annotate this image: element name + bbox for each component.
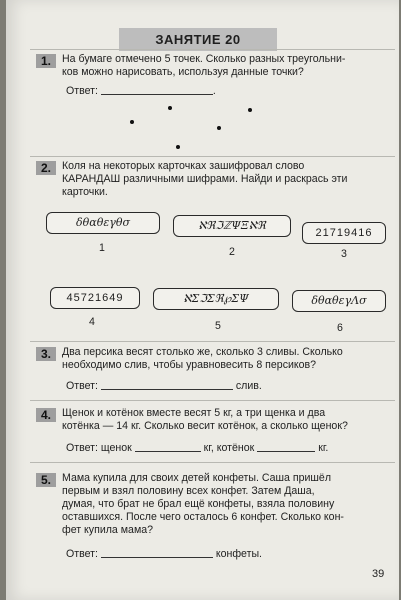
answer-unit: конфеты. [215, 548, 263, 560]
task-4-number: 4. [36, 408, 56, 422]
cipher-card-6[interactable]: δθαθεγΛσ [292, 290, 386, 312]
point-dot [176, 145, 180, 149]
task-5-line-1: Мама купила для своих детей конфеты. Саша пришёл [62, 472, 331, 484]
answer-mid: кг, котёнок [203, 442, 255, 454]
task-1-line-2: ков можно нарисовать, используя данные точки? [62, 66, 304, 78]
task-5-line-3: думая, что брат не брал ещё конфеты, взяла половину [62, 498, 335, 510]
task-3-answer [66, 379, 262, 393]
card-label-2: 2 [229, 246, 235, 258]
cipher-card-2[interactable]: ℵℜℑℤΨΞℵℜ [173, 215, 291, 237]
answer-unit: слив. [235, 380, 262, 392]
lesson-title: ЗАНЯТИЕ 20 [119, 28, 277, 51]
card-label-1: 1 [99, 242, 105, 254]
task-divider [30, 400, 395, 401]
task-4-line-1: Щенок и котёнок вместе весят 5 кг, а три щенка и два [62, 407, 326, 419]
task-5-number: 5. [36, 473, 56, 487]
task-1-line-1: На бумаге отмечено 5 точек. Сколько разных треугольни- [62, 53, 346, 65]
cipher-card-5[interactable]: ℵΣℑΣℜ℘ΣΨ [153, 288, 279, 310]
point-dot [130, 120, 134, 124]
card-label-6: 6 [337, 322, 343, 334]
workbook-page [6, 0, 399, 600]
page-number: 39 [372, 568, 385, 580]
task-2-line-3: карточки. [62, 186, 108, 198]
point-dot [168, 106, 172, 110]
card-label-3: 3 [341, 248, 347, 260]
task-divider [30, 156, 395, 157]
answer-label: Ответ: [66, 548, 98, 560]
task-5-line-4: оставшихся. После чего осталось 6 конфет. Сколько кон- [62, 511, 344, 523]
task-1-number: 1. [36, 54, 56, 68]
task-2-number: 2. [36, 161, 56, 175]
answer-label: Ответ: щенок [66, 442, 132, 454]
answer-blank-puppy[interactable] [135, 441, 201, 452]
answer-label: Ответ: [66, 380, 98, 392]
card-label-5: 5 [215, 320, 221, 332]
answer-unit: кг. [318, 442, 329, 454]
task-3-line-1: Два персика весят столько же, сколько 3 сливы. Сколько [62, 346, 343, 358]
task-3-line-2: необходимо слив, чтобы уравновесить 8 персиков? [62, 359, 317, 371]
task-5-answer [66, 547, 262, 561]
cipher-card-1[interactable]: δθαθεγθσ [46, 212, 160, 234]
task-3-number: 3. [36, 347, 56, 361]
task-5-line-2: первым и взял половину всех конфет. Затем Даша, [62, 485, 315, 497]
title-divider [30, 49, 395, 50]
task-1-answer [66, 84, 216, 98]
answer-blank-kitten[interactable] [257, 441, 315, 452]
task-2-line-1: Коля на некоторых карточках зашифровал слово [62, 160, 305, 172]
task-5-line-5: фет купила мама? [62, 524, 154, 536]
task-divider [30, 341, 395, 342]
cipher-card-4[interactable]: 45721649 [50, 287, 140, 309]
task-2-line-2: КАРАНДАШ различными шифрами. Найди и раскрась эти [62, 173, 348, 185]
answer-end: . [212, 85, 216, 97]
task-4-line-2: котёнка — 14 кг. Сколько весит котёнок, а сколько щенок? [62, 420, 348, 432]
card-label-4: 4 [89, 316, 95, 328]
point-dot [217, 126, 221, 130]
answer-blank[interactable] [101, 547, 213, 558]
point-dot [248, 108, 252, 112]
answer-blank[interactable] [101, 379, 233, 390]
task-divider [30, 462, 395, 463]
task-4-answer [66, 441, 328, 455]
answer-label: Ответ: [66, 85, 98, 97]
answer-blank[interactable] [101, 84, 213, 95]
cipher-card-3[interactable]: 21719416 [302, 222, 386, 244]
